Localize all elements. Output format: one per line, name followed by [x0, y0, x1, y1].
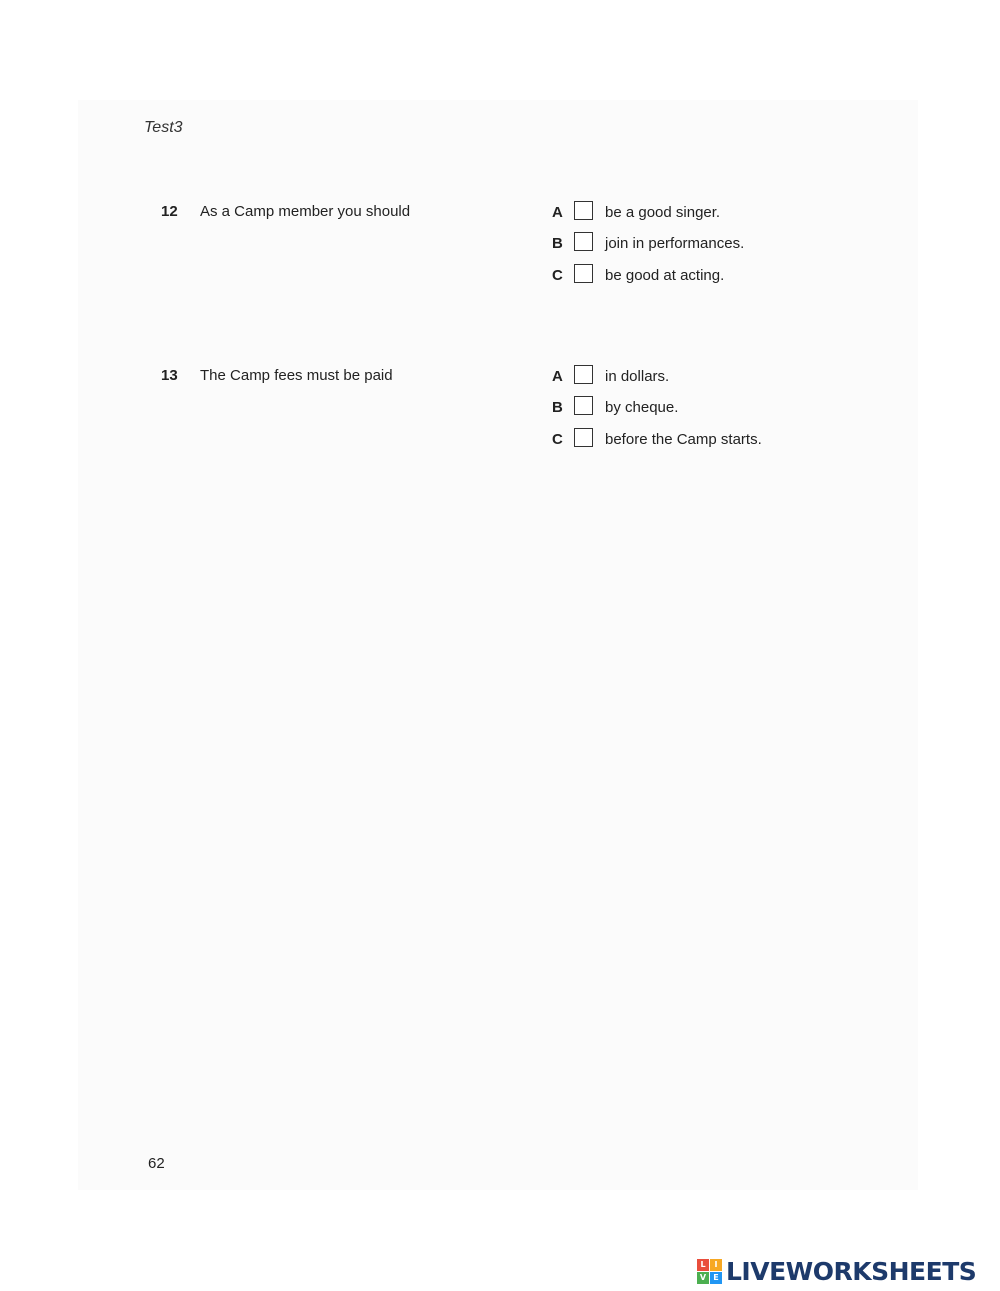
- answer-checkbox[interactable]: [574, 428, 593, 447]
- option-text: be good at acting.: [605, 267, 725, 284]
- liveworksheets-logo: [697, 1257, 976, 1285]
- question-12-option-b: [552, 234, 912, 256]
- option-letter: A: [552, 368, 563, 385]
- answer-checkbox[interactable]: [574, 264, 593, 283]
- option-letter: B: [552, 399, 563, 416]
- question-number: 13: [161, 367, 178, 384]
- option-text: in dollars.: [605, 368, 670, 385]
- option-letter: C: [552, 267, 563, 284]
- option-text: before the Camp starts.: [605, 431, 762, 448]
- option-letter: A: [552, 204, 563, 221]
- question-13-option-a: [552, 367, 912, 389]
- answer-checkbox[interactable]: [574, 396, 593, 415]
- question-13-option-c: [552, 430, 912, 452]
- answer-checkbox[interactable]: [574, 201, 593, 220]
- worksheet-page: [78, 100, 918, 1190]
- logo-square: E: [710, 1272, 722, 1284]
- logo-text: LIVEWORKSHEETS: [726, 1256, 977, 1286]
- logo-square: L: [697, 1259, 709, 1271]
- logo-square: I: [710, 1259, 722, 1271]
- question-12-option-a: [552, 203, 912, 225]
- answer-checkbox[interactable]: [574, 232, 593, 251]
- option-text: be a good singer.: [605, 204, 721, 221]
- test-header: Test3: [144, 119, 183, 136]
- answer-checkbox[interactable]: [574, 365, 593, 384]
- question-12-option-c: [552, 266, 912, 288]
- option-letter: B: [552, 235, 563, 252]
- option-letter: C: [552, 431, 563, 448]
- question-text: The Camp fees must be paid: [200, 367, 393, 384]
- logo-squares-icon: [697, 1259, 722, 1284]
- option-text: join in performances.: [605, 235, 745, 252]
- question-13-option-b: [552, 398, 912, 420]
- page-number: 62: [148, 1155, 165, 1172]
- question-number: 12: [161, 203, 178, 220]
- logo-square: V: [697, 1272, 709, 1284]
- option-text: by cheque.: [605, 399, 679, 416]
- question-text: As a Camp member you should: [200, 203, 411, 220]
